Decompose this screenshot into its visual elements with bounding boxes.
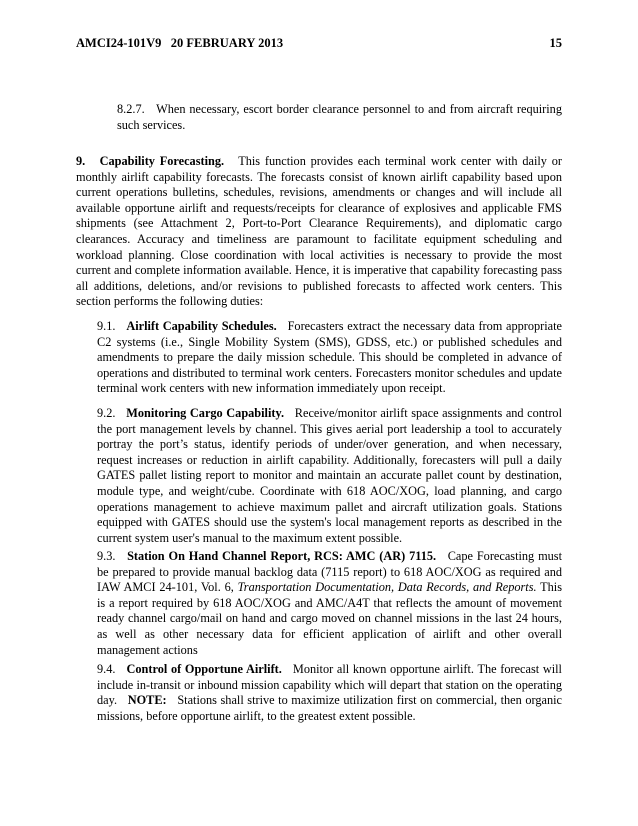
header-date: 20 FEBRUARY 2013	[170, 36, 284, 50]
paragraph-9	[76, 154, 562, 310]
paragraph-9-1	[97, 319, 562, 397]
header-page-number: 15	[549, 36, 562, 50]
note-label: NOTE:	[127, 693, 167, 708]
paragraph-8-2-7	[117, 102, 562, 133]
paragraph-text: Forecasters extract the necessary data from appropriate C2 systems (i.e., Single Mobility System (SMS), GDSS, etc.) or published schedules and amendments to prepare the daily mission schedule. This should be completed in advance of operations and distributed to terminal work centers. Forecasters monitor schedules and update terminal work centers with new information immediately upon receipt.	[97, 319, 562, 396]
paragraph-text: Cape Forecasting must be prepared to provide manual backlog data (7115 report) to 618 AOC/XOG as required and IAW AMCI 24-101, Vol. 6,	[97, 549, 562, 595]
paragraph-9-2	[97, 406, 562, 546]
paragraph-title: Capability Forecasting.	[99, 154, 225, 168]
paragraph-number: 9.3.	[97, 549, 116, 563]
paragraph-text: This function provides each terminal work center with daily or monthly airlift capability forecasts. The forecasts consist of known airlift capability based upon current operations bulletins, schedules, revisions, amendments or changes and will include all available opportune airlift and requests/receipts for clearance of explosives and applicable FMS shipments (see Attachment 2, Port-to-Port Clearance Requirements), and diplomatic cargo clearances. Accuracy and timeliness are paramount to facilitate equipment scheduling and workload planning. Close coordination with local activities is necessary to provide the most current and complete information available. Hence, it is imperative that capability forecasting pass all additions, deletions, and/or revisions to published forecasts to affected work centers. This section performs the following duties:	[76, 154, 562, 309]
paragraph-text-continued: This is a report required by 618 AOC/XOG and AMC/A4T that reflects the amount of movement ready channel cargo/mail on hand and cargo moved on channel missions in the last 24 hours, as well as other necessary data for efficient application of airlift and other overall management actions	[97, 580, 563, 657]
paragraph-title: Monitoring Cargo Capability.	[126, 406, 285, 420]
paragraph-number: 9.2.	[97, 406, 116, 420]
paragraph-9-3	[97, 549, 562, 658]
header-doc-id: AMCI24-101V9	[76, 36, 162, 50]
paragraph-number: 9.1.	[97, 319, 116, 333]
paragraph-title: Station On Hand Channel Report, RCS: AMC (AR) 7115.	[127, 549, 437, 563]
note-text: Stations shall strive to maximize utilization first on commercial, then organic missions, before opportune airlift, to the greatest extent possible.	[97, 693, 562, 723]
publication-title: Transportation Documentation, Data Records, and Reports.	[237, 580, 537, 595]
paragraph-title: Airlift Capability Schedules.	[126, 319, 277, 333]
paragraph-number: 9.4.	[97, 662, 116, 676]
paragraph-number: 9.	[76, 154, 86, 168]
page-header	[76, 36, 562, 51]
header-doc-info	[76, 36, 283, 51]
paragraph-number: 8.2.7.	[117, 102, 145, 116]
paragraph-text: Receive/monitor airlift space assignments and control the port management levels by channel. This gives aerial port leadership a tool to accurately portray the port’s status, identify periods of under/over generation, and when necessary, request increases or reduction in airlift capability. Additionally, forecasters will pull a daily GATES pallet listing report to monitor and maintain an accurate pallet count by destination, module type, and weight/cube. Coordinate with 618 AOC/XOG, load planning, and cargo operations management to achieve maximum pallet and aircraft utilization goals. Stations equipped with GATES should use the system's local management reports as described in the current system user's manual to the maximum extent possible.	[97, 406, 562, 545]
paragraph-text: When necessary, escort border clearance personnel to and from aircraft requiring such services.	[117, 102, 562, 132]
paragraph-9-4	[97, 662, 562, 724]
paragraph-text: Monitor all known opportune airlift. The forecast will include in-transit or inbound mission capability which will depart that station on the operating day.	[97, 662, 562, 708]
paragraph-title: Control of Opportune Airlift.	[126, 662, 282, 676]
